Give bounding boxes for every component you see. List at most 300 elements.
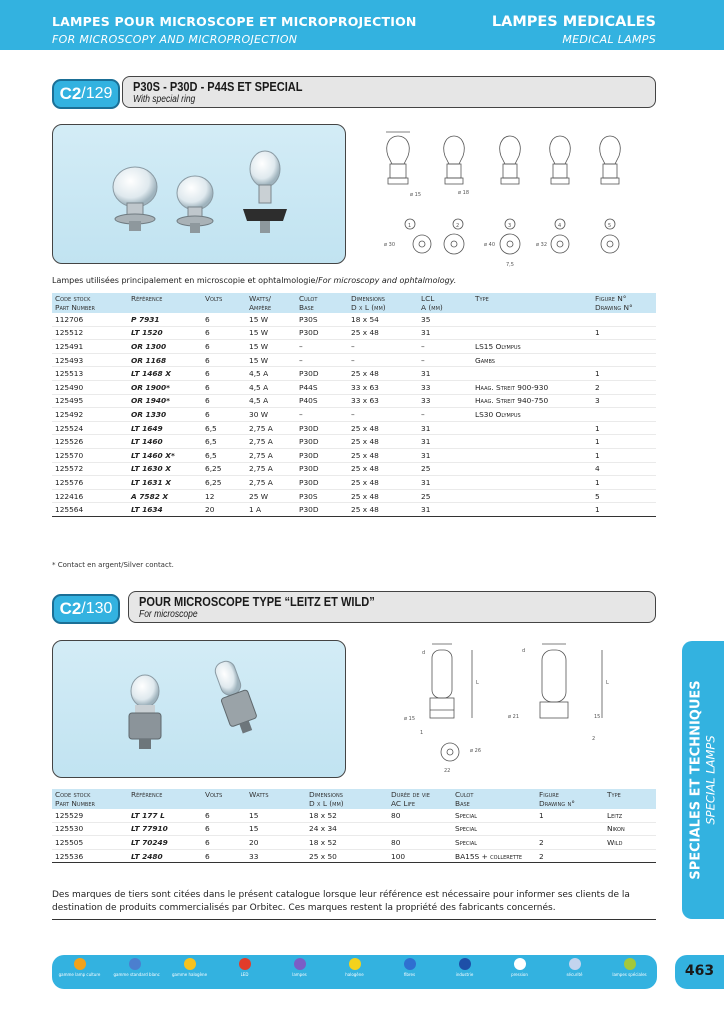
table-cell (472, 421, 592, 435)
table-cell: 125576 (52, 476, 128, 490)
col-header-part-number: Code stock Part Number (52, 789, 128, 809)
category-label: gamme halogène (171, 972, 208, 977)
section1-number: /129 (81, 85, 113, 102)
col-header-base: Culot Base (296, 293, 348, 313)
table-row (52, 313, 656, 326)
top-header-bar (0, 0, 724, 50)
table-cell: BA15S + collerette (452, 849, 536, 863)
table-cell: 125492 (52, 408, 128, 422)
table-cell: P30D (296, 503, 348, 517)
table-cell: 25 x 48 (348, 367, 418, 381)
col-header-part-number: Code stock Part Number (52, 293, 128, 313)
col-header-reference: Référence (128, 789, 202, 809)
section2-table-body (52, 809, 656, 863)
s2-dim-l1: L (476, 680, 479, 686)
category-icon (294, 958, 306, 970)
table-cell: 125530 (52, 822, 128, 836)
table-cell: 12 (202, 489, 246, 503)
table-cell: 2 (592, 380, 656, 394)
s2-drawing-label-2: 2 (592, 736, 596, 742)
table-cell: LT 177 L (128, 809, 202, 822)
table-cell: 125495 (52, 394, 128, 408)
table-cell (472, 435, 592, 449)
lamp-illustration (53, 125, 345, 263)
section2-subtitle: For microscope (139, 609, 198, 620)
table-cell: – (296, 340, 348, 354)
category-icon (184, 958, 196, 970)
table-cell: – (348, 340, 418, 354)
table-cell: 31 (418, 448, 472, 462)
page-number-tab (675, 955, 724, 989)
table-cell: 25 x 50 (306, 849, 388, 863)
table-cell: 25 (418, 462, 472, 476)
table-cell: 1 (592, 326, 656, 340)
table-cell: P30S (296, 489, 348, 503)
table-cell: 25 x 48 (348, 462, 418, 476)
table-cell: A 7582 X (128, 489, 202, 503)
section2-title: POUR MICROSCOPE TYPE “LEITZ ET WILD” (139, 594, 375, 609)
col-header-watts: Watts (246, 789, 306, 809)
table-cell: 31 (418, 326, 472, 340)
table-cell: 125536 (52, 849, 128, 863)
drawing-dim-5: ø 32 (536, 242, 548, 248)
footer-category-item (444, 958, 486, 977)
table-cell: 4,5 A (246, 394, 296, 408)
category-label: lampes spéciales (612, 972, 647, 977)
table-cell: – (296, 353, 348, 367)
table-cell: 25 x 48 (348, 326, 418, 340)
table-cell: 15 W (246, 340, 296, 354)
table-cell: 2 (536, 836, 604, 850)
col-header-type: Type (604, 789, 656, 809)
s2-dim-dia26: ø 26 (470, 748, 482, 754)
section2-technical-drawings (394, 640, 656, 780)
table-cell: P44S (296, 380, 348, 394)
table-cell (592, 353, 656, 367)
table-cell: 1 A (246, 503, 296, 517)
footer-category-item (224, 958, 266, 977)
table-cell: 2,75 A (246, 421, 296, 435)
col-header-figure: Figure N° Drawing N° (592, 293, 656, 313)
table-row (52, 448, 656, 462)
table-cell: Special (452, 822, 536, 836)
s2-dim-dia21: ø 21 (508, 714, 520, 720)
table-cell: 125505 (52, 836, 128, 850)
table-cell (604, 849, 656, 863)
table-cell: OR 1330 (128, 408, 202, 422)
table-cell: OR 1168 (128, 353, 202, 367)
section1-subtitle: With special ring (133, 94, 196, 105)
section2-header (128, 591, 656, 623)
side-tab-line2: SPECIAL LAMPS (703, 735, 718, 825)
footer-category-item (113, 958, 160, 977)
drawing-label-4: 4 (558, 223, 562, 229)
table-cell (472, 462, 592, 476)
table-cell: 125491 (52, 340, 128, 354)
table-row (52, 822, 656, 836)
trademark-disclaimer: Des marques de tiers sont citées dans le présent catalogue lorsque leur référence est nécessaire pour informer ses clients de la destination de produits commercialisés par Orbitec. Ces marques restent la propriété des fabricants concernés. (52, 890, 630, 913)
table-cell: P30D (296, 448, 348, 462)
drawing-label-3: 3 (508, 223, 512, 229)
section1-header (122, 76, 656, 108)
table-row (52, 367, 656, 381)
category-label: industrie (455, 972, 474, 977)
section1-badge (52, 79, 120, 109)
table-cell: 6 (202, 340, 246, 354)
table-cell: 25 x 48 (348, 421, 418, 435)
table-cell: 6 (202, 326, 246, 340)
drawing-dim-1: ø 15 (410, 192, 422, 198)
col-header-volts: Volts (202, 293, 246, 313)
table-cell: 18 x 54 (348, 313, 418, 326)
table-cell: LS30 Olympus (472, 408, 592, 422)
table-cell: 6 (202, 394, 246, 408)
drawing-dim-3: ø 30 (384, 242, 396, 248)
category-icon (74, 958, 86, 970)
table-cell: 122416 (52, 489, 128, 503)
category-icon (514, 958, 526, 970)
table-cell (536, 822, 604, 836)
table-cell: 33 x 63 (348, 380, 418, 394)
section1-title: P30S - P30D - P44S ET SPECIAL (133, 79, 303, 94)
drawing-label-5: 5 (608, 223, 612, 229)
table-row (52, 340, 656, 354)
table-cell: 25 x 48 (348, 435, 418, 449)
category-icon (239, 958, 251, 970)
table-cell: LT 2480 (128, 849, 202, 863)
table-cell: 6 (202, 809, 246, 822)
table-cell (472, 367, 592, 381)
table-cell: Leitz (604, 809, 656, 822)
table-cell: Gambs (472, 353, 592, 367)
section1-table-body (52, 313, 656, 516)
table-row (52, 809, 656, 822)
table-cell: 24 x 34 (306, 822, 388, 836)
page-number: 463 (684, 963, 715, 979)
table-cell: 30 W (246, 408, 296, 422)
table-cell: – (418, 353, 472, 367)
header-right-subtitle: MEDICAL LAMPS (562, 33, 656, 46)
table-cell: 125570 (52, 448, 128, 462)
table-cell: 1 (592, 503, 656, 517)
table-cell: 25 x 48 (348, 489, 418, 503)
footer-category-bar (52, 955, 657, 989)
drawing-dim-6: 7,5 (506, 262, 514, 268)
table-cell (472, 313, 592, 326)
table-cell: 125512 (52, 326, 128, 340)
section2-spec-table (52, 789, 656, 863)
table-cell: 2 (536, 849, 604, 863)
col-header-type: Type (472, 293, 592, 313)
col-header-watts: Watts/ Ampère (246, 293, 296, 313)
table-cell: LT 1460 X* (128, 448, 202, 462)
table-cell: 6 (202, 380, 246, 394)
drawing-dim-2: ø 18 (458, 190, 470, 196)
drawing-dim-4: ø 40 (484, 242, 496, 248)
table-row (52, 489, 656, 503)
table-cell: 1 (592, 476, 656, 490)
table-cell: 1 (592, 421, 656, 435)
table-cell: P30D (296, 421, 348, 435)
table-cell (472, 476, 592, 490)
table-cell: LT 1630 X (128, 462, 202, 476)
table-cell: 1 (592, 367, 656, 381)
table-cell (472, 503, 592, 517)
footer-category-item (59, 958, 101, 977)
table-cell: 15 (246, 809, 306, 822)
table-row (52, 503, 656, 517)
table-cell: 6,25 (202, 462, 246, 476)
table-cell (592, 313, 656, 326)
table-cell: 125493 (52, 353, 128, 367)
table-cell: 6,5 (202, 435, 246, 449)
col-header-figure: Figure Drawing n° (536, 789, 604, 809)
footer-category-item (389, 958, 431, 977)
table-cell: 25 W (246, 489, 296, 503)
side-tab-line1: SPECIALES ET TECHNIQUES (688, 680, 704, 880)
table-cell: 31 (418, 503, 472, 517)
table-cell: 6,5 (202, 421, 246, 435)
table-cell: LT 1460 (128, 435, 202, 449)
s2-drawing-label-1: 1 (420, 730, 424, 736)
table-cell: LT 1631 X (128, 476, 202, 490)
footer-category-item (499, 958, 541, 977)
table-cell: 80 (388, 809, 452, 822)
table-cell: Special (452, 836, 536, 850)
table-cell: LT 70249 (128, 836, 202, 850)
table-cell (592, 408, 656, 422)
table-cell: LT 1468 X (128, 367, 202, 381)
divider (52, 919, 656, 920)
table-row (52, 435, 656, 449)
table-cell: 18 x 52 (306, 809, 388, 822)
table-cell: P30D (296, 462, 348, 476)
table-row (52, 836, 656, 850)
table-cell: P30D (296, 367, 348, 381)
category-label: fibres (403, 972, 416, 977)
category-icon (129, 958, 141, 970)
table-cell: 1 (536, 809, 604, 822)
table-cell: Haag. Streit 900-930 (472, 380, 592, 394)
table-header-row (52, 789, 656, 809)
footer-category-item (169, 958, 211, 977)
table-cell: 6 (202, 408, 246, 422)
table-cell: OR 1940* (128, 394, 202, 408)
table-cell: 25 x 48 (348, 448, 418, 462)
table-row (52, 476, 656, 490)
table-cell: 80 (388, 836, 452, 850)
section1-product-photo (52, 124, 346, 264)
header-left-subtitle: FOR MICROSCOPY AND MICROPROJECTION (52, 33, 298, 46)
category-label: LED (240, 972, 249, 977)
footer-category-item (279, 958, 321, 977)
category-label: lampes (292, 972, 307, 977)
section2-product-photo (52, 640, 346, 778)
table-cell: 6,25 (202, 476, 246, 490)
table-cell: 100 (388, 849, 452, 863)
table-cell: Nikon (604, 822, 656, 836)
table-row (52, 326, 656, 340)
table-cell: 125524 (52, 421, 128, 435)
table-cell: – (296, 408, 348, 422)
table-cell: P 7931 (128, 313, 202, 326)
section1-intro (52, 276, 456, 285)
table-cell: LT 1634 (128, 503, 202, 517)
table-cell: 6,5 (202, 448, 246, 462)
side-tab-label (689, 680, 718, 879)
footer-category-item (334, 958, 376, 977)
col-header-dimensions: Dimensions D x L (mm) (306, 789, 388, 809)
table-cell: 31 (418, 421, 472, 435)
table-cell: 2,75 A (246, 462, 296, 476)
table-row (52, 353, 656, 367)
table-cell: 125490 (52, 380, 128, 394)
s2-dim-15: 15 (594, 714, 601, 720)
table-cell: 2,75 A (246, 448, 296, 462)
table-cell: 15 W (246, 353, 296, 367)
table-cell: 6 (202, 849, 246, 863)
table-cell: P30D (296, 435, 348, 449)
intro-english: For microscopy and ophtalmology. (318, 276, 457, 285)
footer-category-item (609, 958, 651, 977)
table-cell: 4,5 A (246, 380, 296, 394)
section2-number: /130 (81, 600, 113, 617)
col-header-volts: Volts (202, 789, 246, 809)
table-cell: 6 (202, 313, 246, 326)
table-cell: 33 x 63 (348, 394, 418, 408)
table-cell: 33 (246, 849, 306, 863)
category-label: halogène (345, 972, 364, 977)
category-label: gamme standard blanc (113, 972, 160, 977)
section2-code: C2 (59, 599, 82, 618)
table-cell: P30D (296, 326, 348, 340)
table-row (52, 849, 656, 863)
table-cell: – (418, 408, 472, 422)
s2-dim-l2: L (606, 680, 609, 686)
table-cell: 25 (418, 489, 472, 503)
s2-dim-d1: d (422, 650, 426, 656)
header-left-title: LAMPES POUR MICROSCOPE ET MICROPROJECTION (52, 14, 417, 29)
col-header-reference: Référence (128, 293, 202, 313)
table-cell: 25 x 48 (348, 503, 418, 517)
table-row (52, 394, 656, 408)
table-cell: 31 (418, 476, 472, 490)
table-cell: 125513 (52, 367, 128, 381)
section2-badge (52, 594, 120, 624)
table-cell: 125526 (52, 435, 128, 449)
s2-dim-22: 22 (444, 768, 451, 774)
header-right-title: LAMPES MEDICALES (491, 14, 656, 30)
table-cell: 125564 (52, 503, 128, 517)
table-cell: 125529 (52, 809, 128, 822)
table-cell: 3 (592, 394, 656, 408)
category-label: pression (511, 972, 528, 977)
table-cell (388, 822, 452, 836)
table-cell: LS15 Olympus (472, 340, 592, 354)
lamp-illustration (53, 641, 345, 777)
footer-category-item (554, 958, 596, 977)
s2-dim-d2: d (522, 648, 526, 654)
table-cell (472, 448, 592, 462)
col-header-base: Culot Base (452, 789, 536, 809)
category-icon (569, 958, 581, 970)
table-cell: P30D (296, 476, 348, 490)
table-cell (472, 326, 592, 340)
table-cell: 35 (418, 313, 472, 326)
section1-footnote: * Contact en argent/Silver contact. (52, 561, 174, 569)
category-label: sécurité (566, 972, 583, 977)
side-tab (682, 641, 724, 919)
table-cell: 15 W (246, 313, 296, 326)
intro-french: Lampes utilisées principalement en microscopie et ophtalmologie/ (52, 276, 319, 285)
s2-dim-dia15: ø 15 (404, 716, 416, 722)
section1-spec-table (52, 293, 656, 517)
table-cell: 1 (592, 448, 656, 462)
table-cell: – (418, 340, 472, 354)
table-row (52, 421, 656, 435)
table-cell: 125572 (52, 462, 128, 476)
category-icon (404, 958, 416, 970)
table-cell: 6 (202, 367, 246, 381)
table-cell: LT 1520 (128, 326, 202, 340)
table-cell: 33 (418, 394, 472, 408)
category-icon (459, 958, 471, 970)
table-cell (472, 489, 592, 503)
table-cell: 6 (202, 836, 246, 850)
table-cell: 4 (592, 462, 656, 476)
table-cell: 33 (418, 380, 472, 394)
table-cell: 20 (246, 836, 306, 850)
drawing-label-2: 2 (456, 223, 460, 229)
category-icon (624, 958, 636, 970)
table-cell: 15 W (246, 326, 296, 340)
table-cell: 31 (418, 435, 472, 449)
table-row (52, 408, 656, 422)
table-cell: LT 1649 (128, 421, 202, 435)
drawing-label-1: 1 (408, 223, 412, 229)
table-cell: 2,75 A (246, 435, 296, 449)
table-row (52, 380, 656, 394)
table-cell: – (348, 353, 418, 367)
table-cell: 31 (418, 367, 472, 381)
table-cell: 20 (202, 503, 246, 517)
table-cell: – (348, 408, 418, 422)
table-cell: P30S (296, 313, 348, 326)
category-icon (349, 958, 361, 970)
table-cell: Wild (604, 836, 656, 850)
table-cell: 18 x 52 (306, 836, 388, 850)
table-cell: OR 1900* (128, 380, 202, 394)
table-header-row (52, 293, 656, 313)
section1-code: C2 (59, 84, 82, 103)
table-cell: Haag. Streit 940-750 (472, 394, 592, 408)
col-header-life: Durée de vie AC Life (388, 789, 452, 809)
table-cell: 15 (246, 822, 306, 836)
table-cell: 25 x 48 (348, 476, 418, 490)
section1-technical-drawings (370, 124, 656, 274)
table-row (52, 462, 656, 476)
table-cell: 112706 (52, 313, 128, 326)
table-cell: 5 (592, 489, 656, 503)
col-header-dimensions: Dimensions D x L (mm) (348, 293, 418, 313)
table-cell: 6 (202, 353, 246, 367)
table-cell: Special (452, 809, 536, 822)
table-cell: 2,75 A (246, 476, 296, 490)
table-cell: 1 (592, 435, 656, 449)
table-cell: 4,5 A (246, 367, 296, 381)
table-cell: P40S (296, 394, 348, 408)
col-header-lcl: LCL A (mm) (418, 293, 472, 313)
